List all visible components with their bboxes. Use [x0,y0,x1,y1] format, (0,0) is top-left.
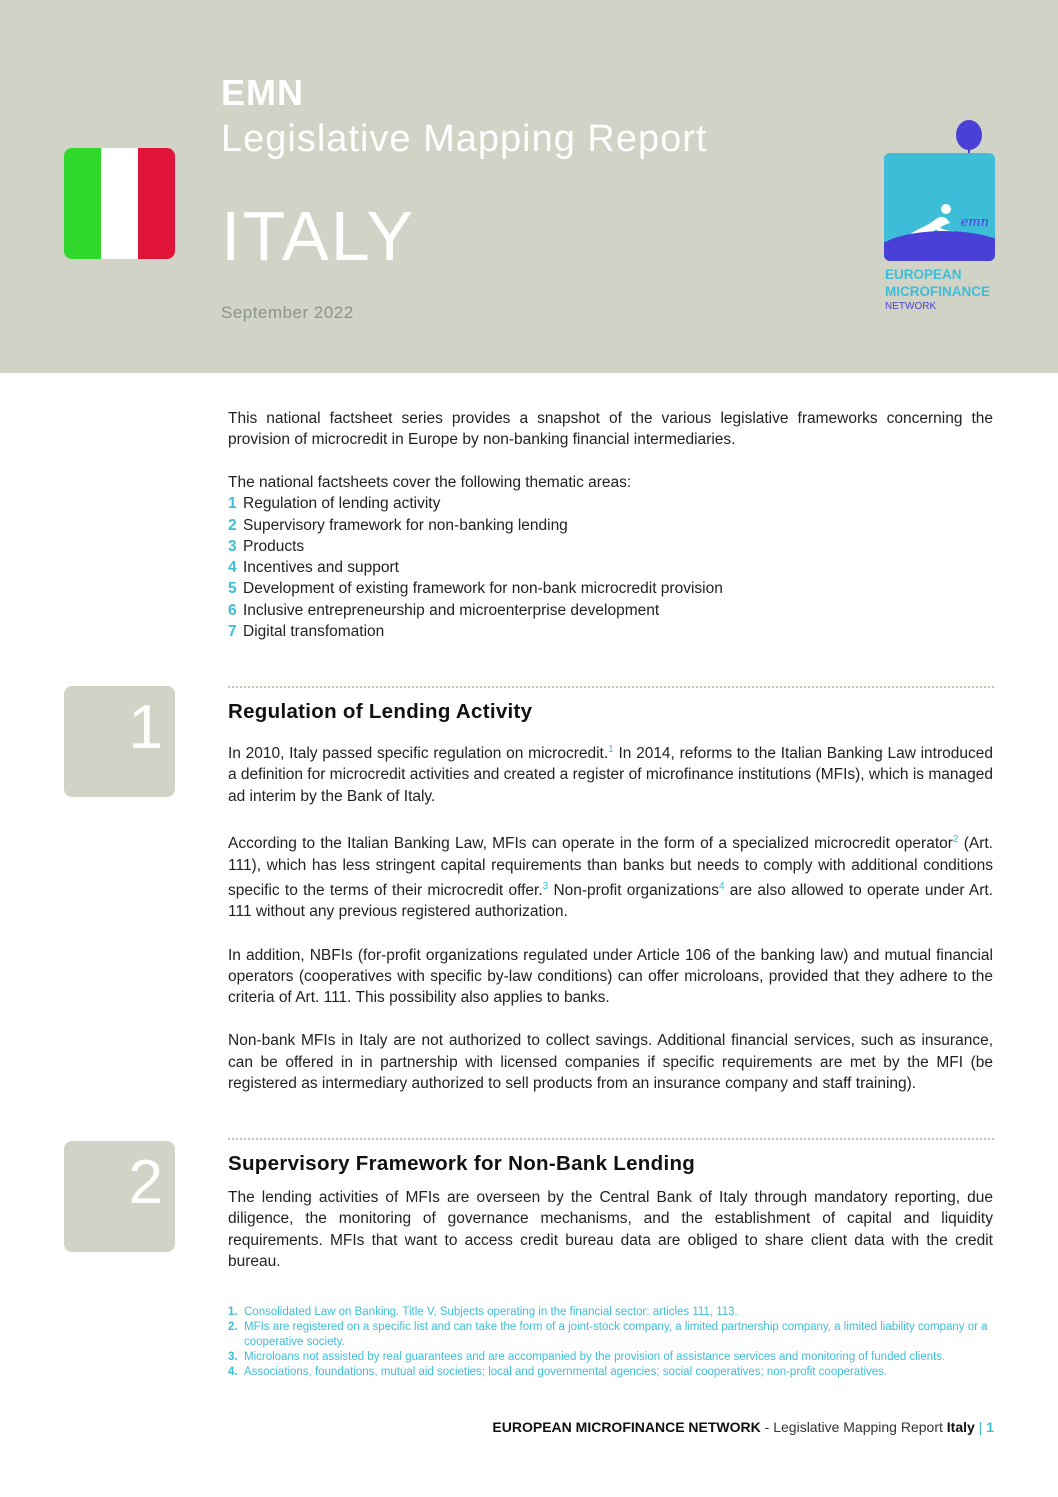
footnote-ref[interactable]: 1 [608,744,614,755]
section-title: Supervisory Framework for Non-Bank Lending [228,1152,696,1175]
list-item: 1 Regulation of lending activity [228,495,441,513]
footnote-ref[interactable]: 3 [542,880,549,892]
logo-text-microfinance: MICROFINANCE [885,284,990,299]
section-number-badge: 1 [64,686,175,797]
list-item: 6 Inclusive entrepreneurship and microenterprise development [228,601,660,619]
paragraph: In addition, NBFIs (for-profit organizations regulated under Article 106 of the banking law) and mutual financial operators (cooperatives with specific by-law conditions) can offer microloans, provided that they adhere to the criteria of Art. 111. This possibility also applies to banks. [228,946,993,1007]
paragraph: According to the Italian Banking Law, MFIs can operate in the form of a specialized microcredit operator$^2$ (Art. 111), which has less stringent capital requirements than banks but needs to comply with additional conditions specific to the terms of their microcredit offer.$^3$ Non-profit organizations$^4$ are also allowed to operate under Art. 111 without any previous registered authorization. [228,834,993,921]
report-date: September 2022 [221,303,354,322]
section-number-badge: 2 [64,1141,175,1252]
list-item: 5 Development of existing framework for non-bank microcredit provision [228,580,723,598]
italy-flag [64,148,175,259]
list-item: 3 Products [228,537,305,555]
paragraph: The lending activities of MFIs are overseen by the Central Bank of Italy through mandatory reporting, due diligence, the monitoring of governance mechanisms, and the establishment of capital and liquidity requirements. MFIs that want to access credit bureau data are obliged to share client data with the credit bureau. [228,1189,993,1270]
list-item: 4 Incentives and support [228,559,399,577]
logo-box [884,153,995,261]
list-item: 2 Supervisory framework for non-banking lending [228,516,568,534]
org-name: EMN [221,72,304,113]
emn-logo [884,120,996,320]
flag-stripe-green [64,148,101,259]
flag-stripe-white [101,148,138,259]
intro-text: This national factsheet series provides a snapshot of the various legislative frameworks concerning the provision of microcredit in Europe by non-banking financial intermediaries. [228,410,993,449]
country-title: ITALY [221,197,416,275]
footnote-ref[interactable]: 4 [718,880,725,892]
section-title: Regulation of Lending Activity [228,700,533,723]
footnotes [228,1305,993,1380]
balloon-icon [956,120,982,150]
footnote-ref[interactable]: 2 [952,834,959,846]
footer-report: Legislative Mapping Report [773,1419,947,1435]
footer-org: EUROPEAN MICROFINANCE NETWORK [492,1419,761,1435]
paragraph: In 2010, Italy passed specific regulation on microcredit.$^1$ In 2014, reforms to the Italian Banking Law introduced a definition for microcredit activities and created a register of microfinance institutions (MFIs), which is managed ad interim by the Bank of Italy. [228,744,993,805]
logo-wave [884,231,995,261]
intro-paragraph [228,408,993,451]
page-number: 1 [986,1419,994,1435]
footer-country: Italy [946,1419,975,1435]
footnote: 1. Consolidated Law on Banking. Title V, Subjects operating in the financial sector: articles 111, 113. [228,1306,738,1318]
section-body [228,1187,993,1294]
report-title: Legislative Mapping Report [221,118,708,160]
logo-text-european: EUROPEAN [885,267,962,282]
list-item: 7 Digital transfomation [228,623,385,641]
page-footer: EUROPEAN MICROFINANCE NETWORK - Legislative Mapping Report Italy | 1 [492,1419,994,1435]
logo-wordmark: emn [960,215,989,230]
paragraph: Non-bank MFIs in Italy are not authorized to collect savings. Additional financial services, such as insurance, can be offered in in partnership with licensed companies if specific requirements are met by the MFI (be registered as intermediary authorized to sell products from an insurance company and staff training). [228,1032,993,1093]
section-divider [228,1138,994,1140]
flag-stripe-red [138,148,175,259]
footnote: 4. Associations, foundations, mutual aid societies; local and governmental agencies; social cooperatives; non-profit cooperatives. [228,1366,888,1378]
footnote: 3. Microloans not assisted by real guarantees and are accompanied by the provision of assistance services and monitoring of funded clients. [228,1351,946,1363]
thematic-areas [228,472,993,642]
areas-lead: The national factsheets cover the following thematic areas: [228,474,632,491]
logo-text-network: NETWORK [885,301,937,312]
section-divider [228,686,994,688]
section-body [228,739,993,1116]
footnote: 2. MFIs are registered on a specific list and can take the form of a joint-stock company, a limited partnership company, a limited liability company or a cooperative society. [228,1321,988,1348]
cover-header [0,0,1058,373]
